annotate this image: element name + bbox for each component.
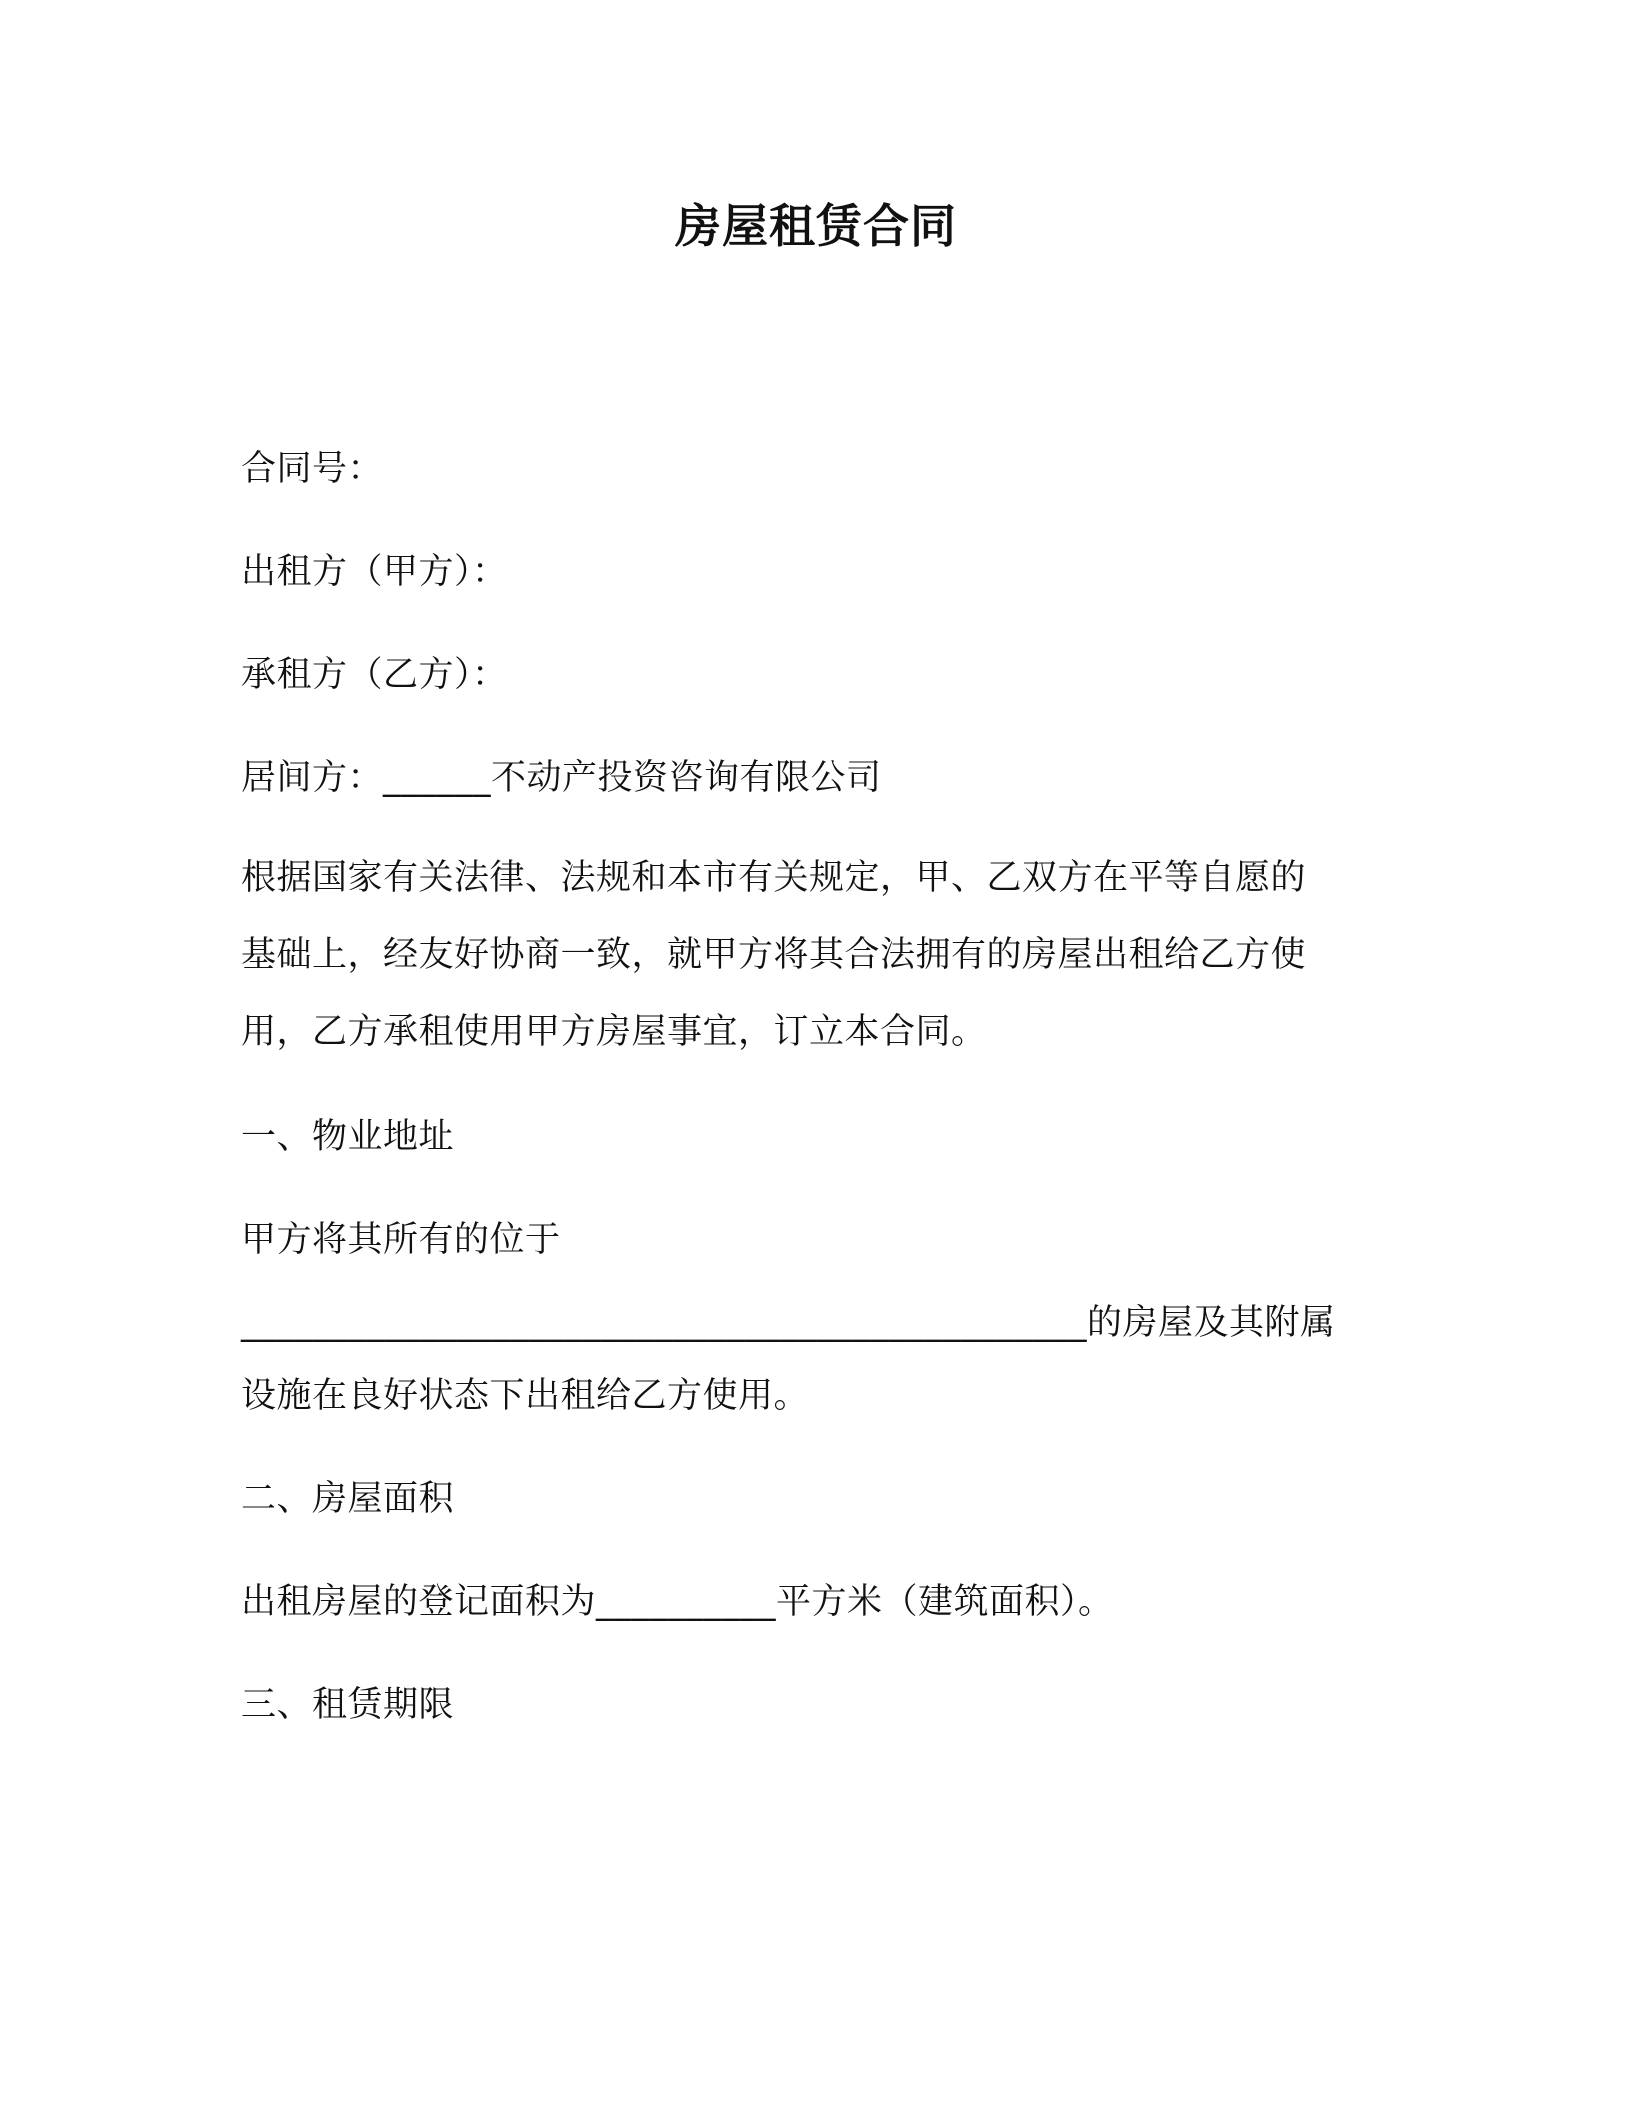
contract-number-label: 合同号： — [241, 449, 384, 489]
section-3-heading: 三、租赁期限 — [241, 1685, 455, 1725]
lessor-label: 出租方（甲方）： — [241, 552, 508, 592]
section-2-text: 出租房屋的登记面积为__________平方米（建筑面积）。 — [241, 1582, 1114, 1622]
preamble-line: 用，乙方承租使用甲方房屋事宜，订立本合同。 — [241, 1012, 987, 1052]
preamble-paragraph — [241, 840, 1361, 1071]
section-1-text-line-3: 设施在良好状态下出租给乙方使用。 — [241, 1376, 810, 1416]
preamble-line: 根据国家有关法律、法规和本市有关规定，甲、乙双方在平等自愿的 — [241, 858, 1307, 898]
section-2-heading: 二、房屋面积 — [241, 1479, 455, 1519]
lessee-label: 承租方（乙方）： — [241, 655, 508, 695]
section-1-text-line-1: 甲方将其所有的位于 — [241, 1220, 561, 1260]
document-title: 房屋租赁合同 — [675, 199, 957, 253]
section-1-text-line-2: _______________________________________________的房屋及其附属 — [241, 1303, 1336, 1343]
section-1-heading: 一、物业地址 — [241, 1117, 455, 1157]
intermediary-label: 居间方：______不动产投资咨询有限公司 — [241, 758, 882, 798]
preamble-line: 基础上，经友好协商一致，就甲方将其合法拥有的房屋出租给乙方使 — [241, 935, 1307, 975]
